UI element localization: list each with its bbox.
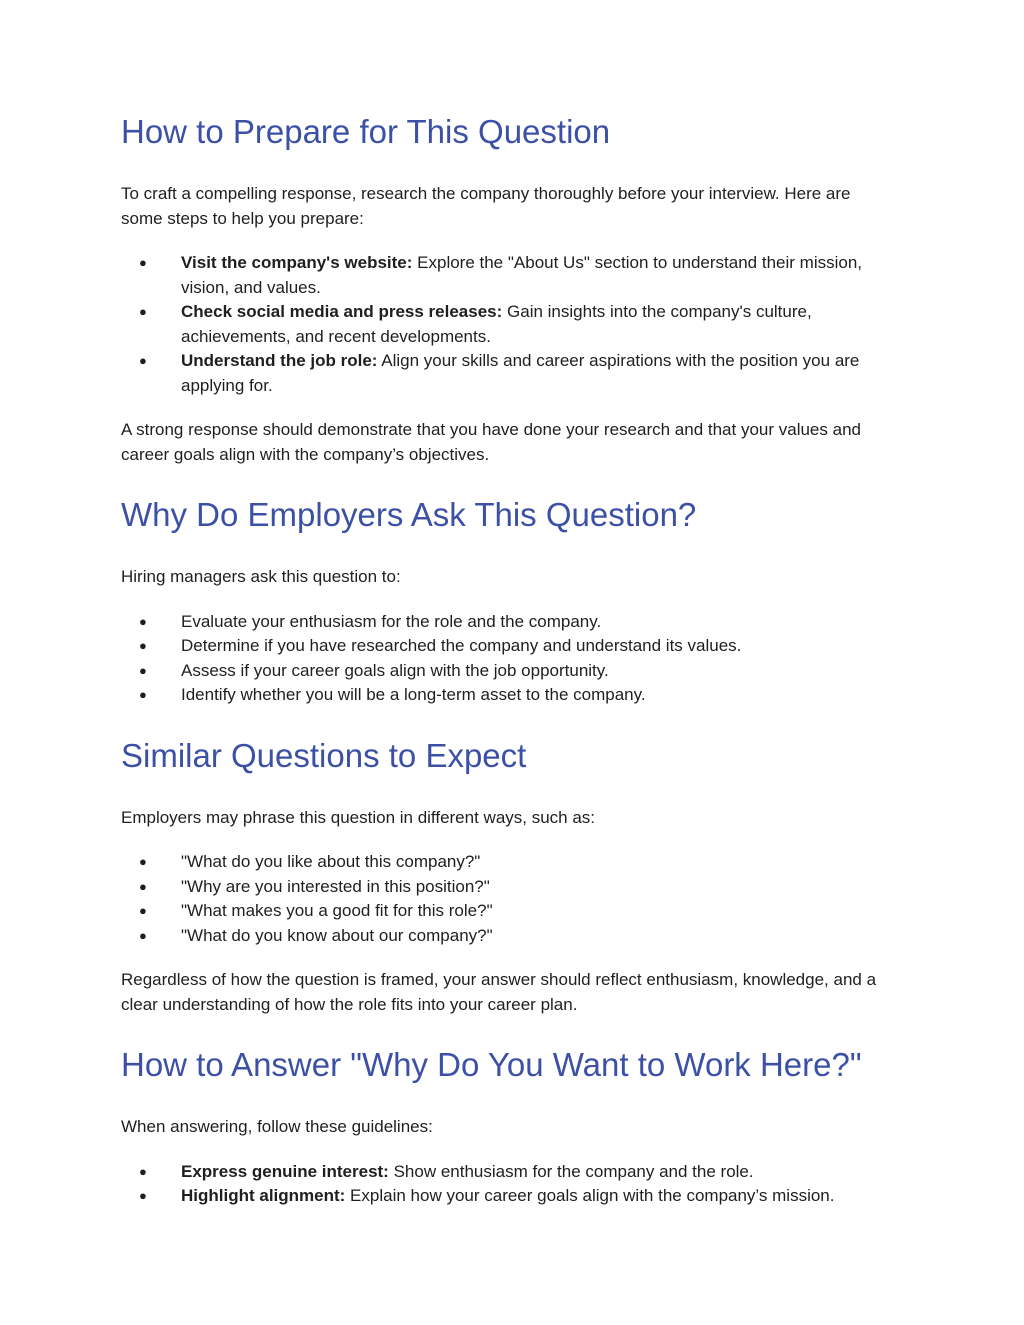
bullet-icon: ●: [139, 687, 147, 702]
list-item: ● "What do you like about this company?": [121, 850, 896, 875]
bullet-icon: ●: [139, 353, 147, 368]
section-intro-why-employers: Hiring managers ask this question to:: [121, 567, 401, 586]
list-item: ● "Why are you interested in this position?": [121, 875, 896, 900]
bullet-list-how-to-answer: [121, 1160, 896, 1209]
list-item: ● Understand the job role: Align your skills and career aspirations with the position you are applying for.: [139, 351, 860, 395]
section-intro-similar-questions: Employers may phrase this question in different ways, such as:: [121, 807, 596, 827]
bullet-icon: ●: [139, 255, 147, 270]
bullet-list-why-employers: [121, 610, 896, 708]
list-item: ● "What do you know about our company?": [121, 924, 896, 949]
list-item: ● Evaluate your enthusiasm for the role and the company.: [121, 610, 896, 635]
section-heading-why-employers: Why Do Employers Ask This Question?: [121, 496, 697, 533]
section-outro-prepare: A strong response should demonstrate that you have done your research and that your values and career goals align with the company’s objectives.: [121, 420, 861, 464]
list-item: ● Determine if you have researched the company and understand its values.: [121, 634, 896, 659]
bullet-icon: ●: [139, 1163, 147, 1179]
bullet-icon: ●: [139, 1188, 147, 1203]
section-heading-prepare: How to Prepare for This Question: [121, 113, 611, 150]
bullet-icon: ●: [139, 903, 147, 918]
bullet-icon: ●: [139, 638, 147, 653]
bullet-icon: ●: [139, 878, 147, 894]
bullet-icon: ●: [139, 304, 147, 319]
list-item: ● Identify whether you will be a long-term asset to the company.: [121, 683, 896, 708]
bullet-list-prepare: [121, 251, 896, 398]
list-item: ● Highlight alignment: Explain how your career goals align with the company’s mission.: [121, 1184, 896, 1209]
bullet-icon: ●: [139, 613, 147, 629]
list-item: ● Check social media and press releases: Gain insights into the company's culture, achievements, and recent developments.: [139, 302, 812, 346]
section-heading-similar-questions: Similar Questions to Expect: [121, 736, 527, 774]
bullet-icon: ●: [139, 927, 147, 943]
document-page: [121, 112, 896, 1209]
section-intro-prepare: To craft a compelling response, research the company thoroughly before your interview. Here are some steps to help you prepare:: [121, 184, 851, 228]
section-intro-how-to-answer: When answering, follow these guidelines:: [121, 1117, 433, 1136]
section-heading-how-to-answer: How to Answer "Why Do You Want to Work Here?": [121, 1046, 862, 1083]
bullet-list-similar-questions: [121, 850, 896, 948]
list-item: ● Assess if your career goals align with the job opportunity.: [121, 659, 896, 684]
list-item: ● "What makes you a good fit for this role?": [121, 899, 896, 924]
bullet-icon: ●: [139, 662, 147, 678]
list-item: ● Express genuine interest: Show enthusiasm for the company and the role.: [121, 1160, 896, 1185]
bullet-icon: ●: [139, 854, 147, 869]
section-outro-similar-questions: Regardless of how the question is framed, your answer should reflect enthusiasm, knowledge, and a clear understanding of how the role fits into your career plan.: [121, 970, 877, 1014]
list-item: ● Visit the company's website: Explore the "About Us" section to understand their mission, vision, and values.: [139, 253, 863, 297]
